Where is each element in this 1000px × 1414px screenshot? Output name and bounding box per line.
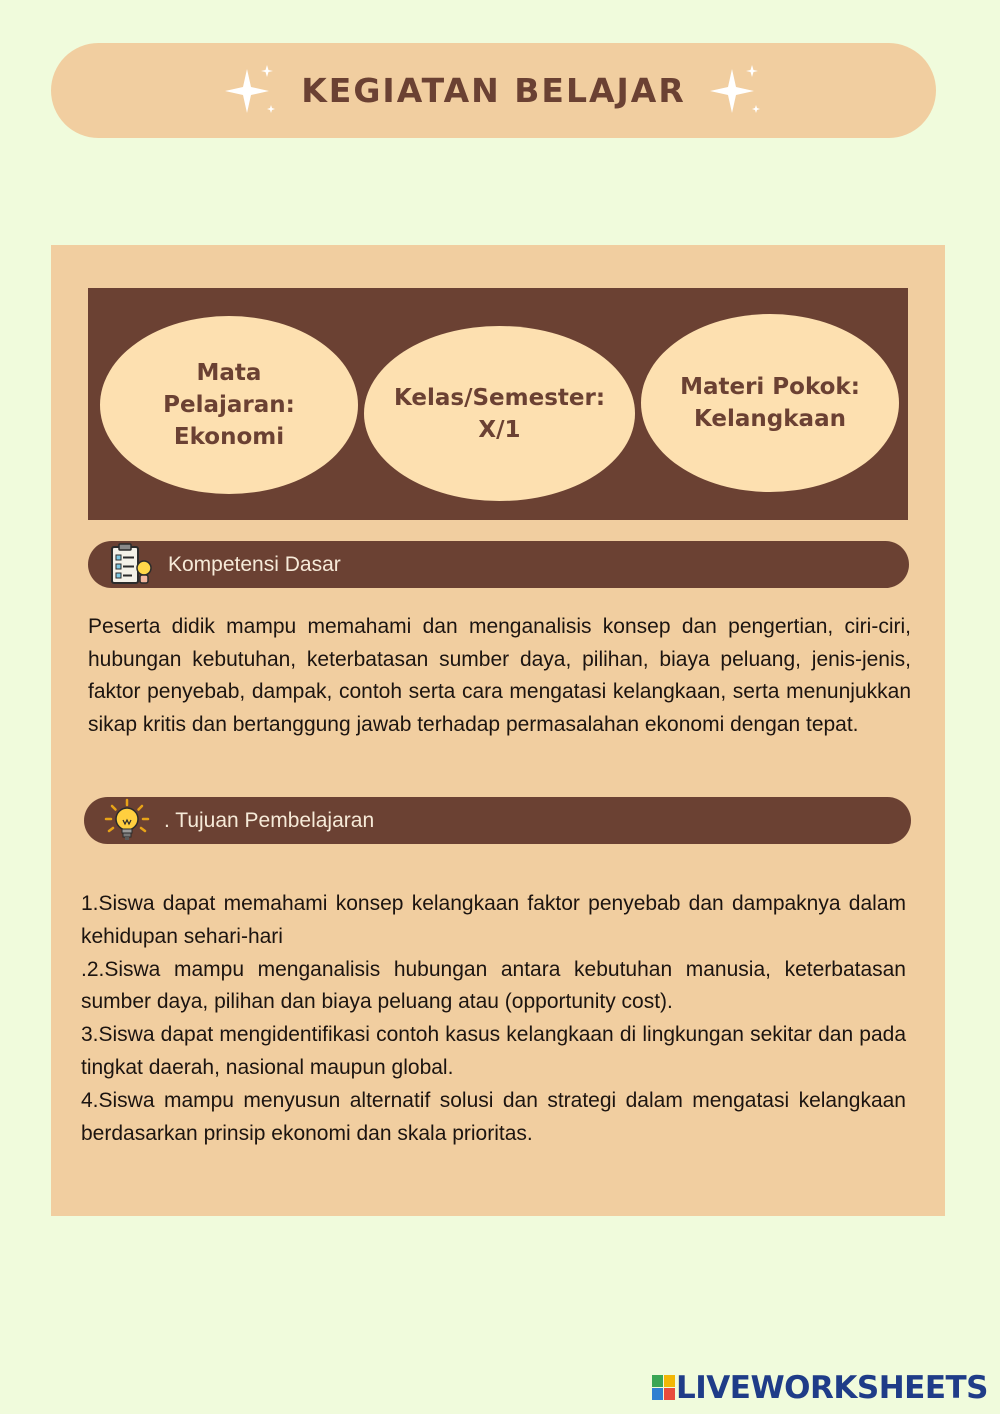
kompetensi-title: Kompetensi Dasar (168, 552, 341, 576)
sparkle-icon (706, 61, 766, 121)
sparkle-icon (221, 61, 281, 121)
lightbulb-icon (104, 798, 150, 844)
main-panel (51, 245, 945, 1216)
kompetensi-text: Peserta didik mampu memahami dan menganalisis konsep dan pengertian, ciri-ciri, hubungan kebutuhan, keterbatasan sumber daya, pilihan, biaya peluang, jenis-jenis, faktor penyebab, dampak, contoh serta cara mengatasi kelangkaan, serta menunjukkan sikap kritis dan bertanggung jawab terhadap permasalahan ekonomi dengan tepat. (88, 615, 911, 737)
list-item: 4.Siswa mampu menyusun alternatif solusi dan strategi dalam mengatasi kelangkaan berdasarkan prinsip ekonomi dan skala prioritas. (81, 1088, 906, 1145)
liveworksheets-logo[interactable] (652, 1370, 988, 1406)
list-item: 3.Siswa dapat mengidentifikasi contoh kasus kelangkaan di lingkungan sekitar dan pada tingkat daerah, nasional maupun global. (81, 1023, 906, 1079)
class-semester-ellipse (364, 326, 635, 501)
list-item: 1.Siswa dapat memahami konsep kelangkaan faktor penyebab dan dampaknya dalam kehidupan sehari-hari (81, 892, 906, 948)
tujuan-header (84, 797, 911, 844)
tujuan-list (81, 888, 906, 1150)
topic-ellipse (641, 314, 899, 492)
subject-line: Mata (196, 360, 262, 386)
brand-text: LIVEWORKSHEETS (676, 1370, 988, 1406)
list-item: .2.Siswa mampu menganalisis hubungan antara kebutuhan manusia, keterbatasan sumber daya, pilihan dan biaya peluang atau (opportunity cost). (81, 957, 906, 1014)
logo-blocks-icon (652, 1375, 676, 1401)
checklist-icon (108, 542, 154, 588)
subject-line: Ekonomi (173, 424, 285, 450)
page-title: KEGIATAN BELAJAR (301, 71, 686, 110)
title-banner (51, 43, 936, 138)
topic-line: Kelangkaan (694, 406, 846, 432)
class-semester-line: Kelas/Semester: (393, 384, 606, 411)
tujuan-title: . Tujuan Pembelajaran (164, 808, 375, 832)
subject-ellipse (100, 316, 358, 494)
info-band (88, 288, 908, 520)
class-semester-line: X/1 (478, 416, 521, 443)
kompetensi-header (88, 541, 909, 588)
subject-line: Pelajaran: (163, 392, 295, 418)
topic-line: Materi Pokok: (680, 374, 860, 400)
